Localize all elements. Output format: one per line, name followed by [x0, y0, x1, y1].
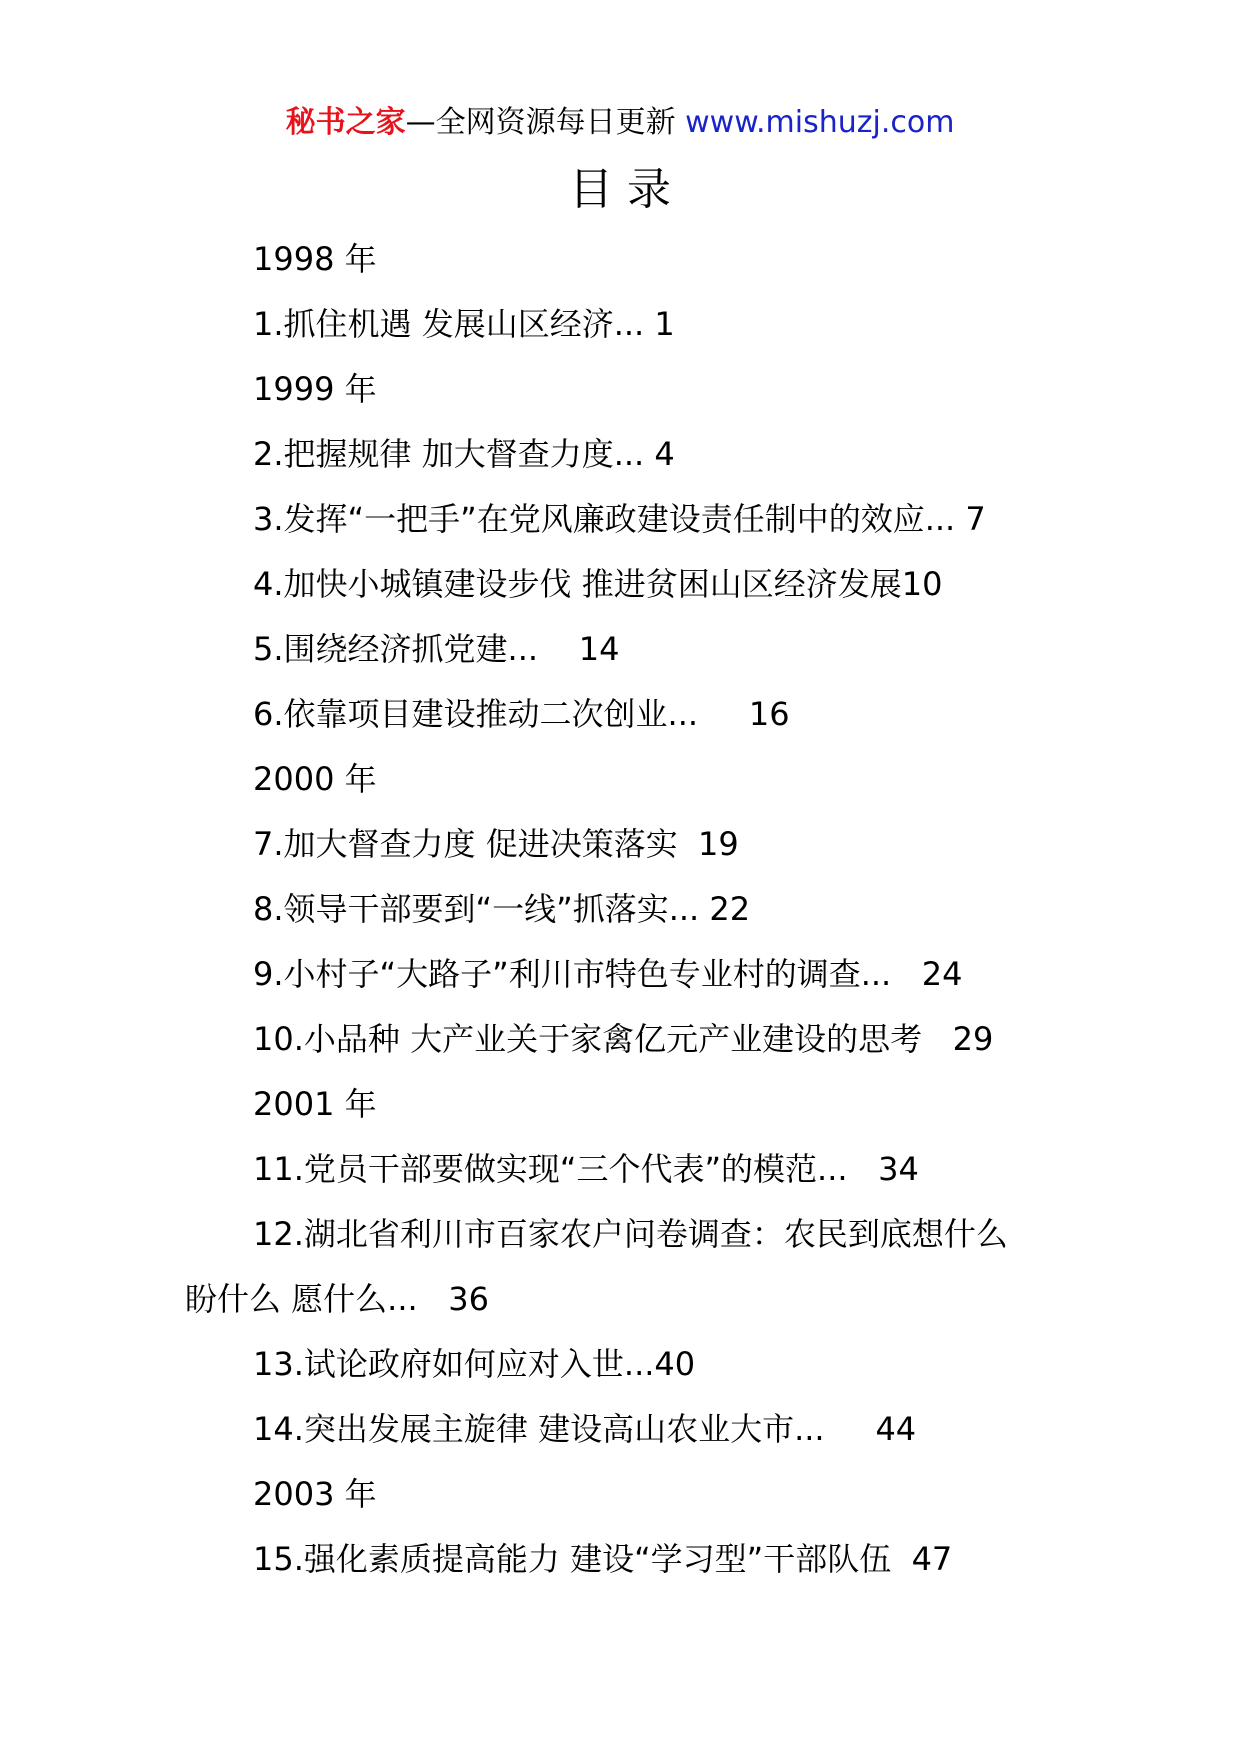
toc-entry: 11.党员干部要做实现“三个代表”的模范... 34 — [253, 1150, 919, 1188]
toc-entry: 6.依靠项目建设推动二次创业... 16 — [253, 695, 790, 733]
toc-entry: 13.试论政府如何应对入世...40 — [253, 1345, 696, 1383]
site-url-link[interactable]: www.mishuzj.com — [685, 105, 955, 140]
toc-entry: 9.小村子“大路子”利川市特色专业村的调查... 24 — [253, 955, 963, 993]
toc-entry: 3.发挥“一把手”在党风廉政建设责任制中的效应... 7 — [253, 500, 986, 538]
toc-entry: 15.强化素质提高能力 建设“学习型”干部队伍 47 — [253, 1540, 953, 1578]
toc-entry: 8.领导干部要到“一线”抓落实... 22 — [253, 890, 751, 928]
toc-entry: 12.湖北省利川市百家农户问卷调查：农民到底想什么 — [253, 1215, 1008, 1253]
toc-entry: 1.抓住机遇 发展山区经济... 1 — [253, 305, 675, 343]
site-header — [0, 98, 1240, 148]
toc-year-heading: 1999 年 — [253, 370, 377, 408]
toc-year-heading: 2000 年 — [253, 760, 377, 798]
toc-entry: 4.加快小城镇建设步伐 推进贫困山区经济发展10 — [253, 565, 943, 603]
toc-year-heading: 2001 年 — [253, 1085, 377, 1123]
page-title: 目 录 — [569, 164, 671, 215]
toc-entry: 7.加大督查力度 促进决策落实 19 — [253, 825, 739, 863]
table-of-contents — [185, 227, 1065, 1592]
toc-entry-continuation: 盼什么 愿什么... 36 — [185, 1280, 489, 1318]
toc-year-heading: 2003 年 — [253, 1475, 377, 1513]
toc-entry: 2.把握规律 加大督查力度... 4 — [253, 435, 675, 473]
header-tagline: —全网资源每日更新 — [405, 105, 686, 140]
brand-name: 秘书之家 — [285, 105, 406, 140]
toc-year-heading: 1998 年 — [253, 240, 377, 278]
toc-entry: 5.围绕经济抓党建... 14 — [253, 630, 620, 668]
toc-entry: 10.小品种 大产业关于家禽亿元产业建设的思考 29 — [253, 1020, 994, 1058]
toc-entry: 14.突出发展主旋律 建设高山农业大市... 44 — [253, 1410, 917, 1448]
